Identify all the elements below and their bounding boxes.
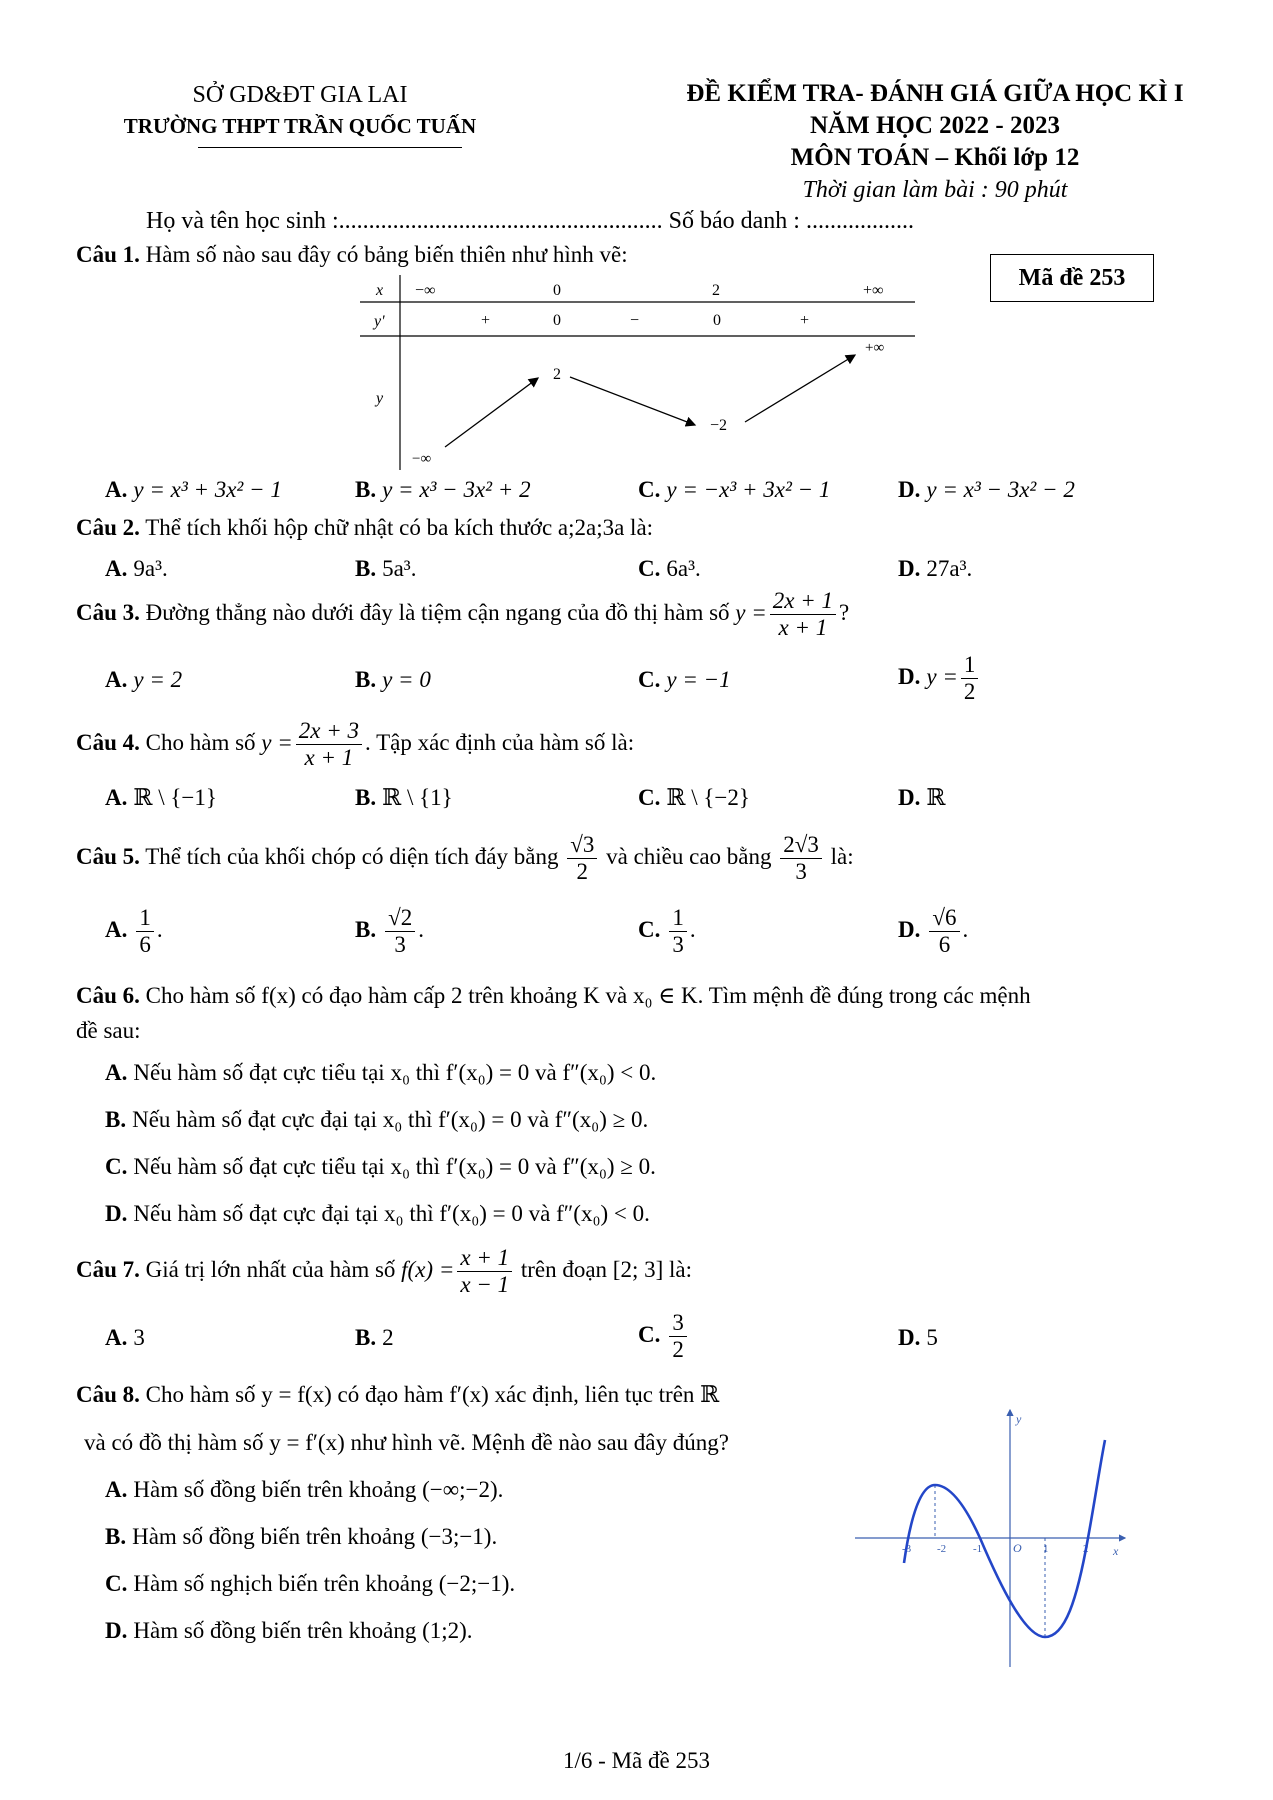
q5-answer-d[interactable]: D. $\frac{√6}{6}$ . (898, 905, 969, 958)
q5-answer-a[interactable]: A. $\frac{1}{6}$ . (105, 905, 163, 958)
exam-code-box (990, 254, 1154, 302)
q8-stem-line2: và có đồ thị hàm số y = f′(x) như hình vẽ. Mệnh đề nào sau đây đúng? (84, 1430, 729, 1455)
q6-stem-line2: đề sau: (76, 1018, 141, 1043)
var-y-label: y (376, 390, 384, 407)
q8-answer-b[interactable]: B. Hàm số đồng biến trên khoảng (−3;−1). (105, 1524, 498, 1549)
q3-text: Đường thẳng nào dưới đây là tiệm cận ngang của đồ thị hàm số (145, 600, 730, 626)
q8-stem: Câu 8. Cho hàm số y = f(x) có đạo hàm f′(x) xác định, liên tục trên ℝ (76, 1382, 720, 1407)
var-y-max: 2 (553, 366, 561, 383)
q4-stem: Câu 4. Cho hàm số y = $\frac{2x + 3}{x + 1}$ . Tập xác định của hàm số là: (76, 718, 635, 771)
subject: MÔN TOÁN – Khối lớp 12 (790, 144, 1080, 171)
q1-label: Câu 1. (76, 242, 140, 267)
q5-height: $\frac{2√3}{3}$ (780, 832, 822, 886)
graph-tick-label: -2 (937, 1543, 947, 1555)
q1-stem (76, 242, 628, 268)
school-underline (198, 147, 462, 148)
q5-answer-b[interactable]: B. $\frac{√2}{3}$ . (355, 905, 424, 958)
q2-answer-a[interactable]: A. 9a³. (105, 556, 168, 581)
q4-answer-d[interactable]: D. ℝ (898, 785, 946, 810)
var-yp-label: y' (374, 313, 385, 330)
q7-stem: Câu 7. Giá trị lớn nhất của hàm số f(x) = $\frac{x + 1}{x - 1}$ trên đoạn [2; 3] là: (76, 1245, 693, 1298)
duration: Thời gian làm bài : 90 phút (802, 177, 1068, 203)
var-x-value: −∞ (415, 282, 436, 299)
q1-answer-b[interactable]: B. y = x³ − 3x² + 2 (355, 477, 531, 502)
q7-answer-c[interactable]: C. $\frac{3}{2}$ (638, 1310, 690, 1364)
var-sign: + (800, 312, 810, 329)
q5-base-area: $\frac{√3}{2}$ (567, 832, 597, 886)
graph-tick-label: 1 (1043, 1543, 1049, 1555)
var-sign: − (630, 312, 640, 329)
q4-function: $\frac{2x + 3}{x + 1}$ (296, 718, 362, 772)
variation-table (360, 275, 920, 470)
q1-text: Hàm số nào sau đây có bảng biến thiên như hình vẽ: (145, 242, 628, 267)
var-sign: 0 (713, 312, 721, 329)
q8-answer-c[interactable]: C. Hàm số nghịch biến trên khoảng (−2;−1). (105, 1571, 516, 1596)
var-x-value: 0 (553, 282, 561, 299)
q7-answer-d[interactable]: D. 5 (898, 1325, 938, 1350)
department-name: SỞ GD&ĐT GIA LAI (192, 82, 408, 108)
graph-tick-label: -1 (973, 1543, 983, 1555)
q3-answer-c[interactable]: C. y = −1 (638, 667, 731, 692)
q3-stem: Câu 3. Đường thẳng nào dưới đây là tiệm cận ngang của đồ thị hàm số y = $\frac{2x + 1}{x + 1}$ ? (76, 588, 850, 641)
var-x-value: 2 (712, 282, 720, 299)
q5-answer-c[interactable]: C. $\frac{1}{3}$ . (638, 905, 696, 958)
q7-label: Câu 7. (76, 1257, 140, 1283)
q3-answer-a[interactable]: A. y = 2 (105, 667, 183, 692)
q3-label: Câu 3. (76, 600, 140, 626)
var-y-end: +∞ (865, 340, 885, 356)
q2-answer-c[interactable]: C. 6a³. (638, 556, 701, 581)
var-arrow-down (570, 377, 695, 425)
q3-answer-d[interactable]: D. y = $\frac{1}{2}$ (898, 652, 981, 706)
q6-label: Câu 6. (76, 983, 140, 1008)
student-info-line[interactable]: Họ và tên học sinh :...................................................... Số báo danh : .................. (146, 208, 914, 234)
q2-answer-b[interactable]: B. 5a³. (355, 556, 417, 581)
var-x-value: +∞ (863, 282, 884, 299)
school-year: NĂM HỌC 2022 - 2023 (810, 112, 1060, 139)
graph-tick-label: -3 (902, 1543, 912, 1555)
school-name: TRƯỜNG THPT TRẦN QUỐC TUẤN (123, 114, 477, 138)
derivative-graph (855, 1405, 1135, 1670)
var-y-min: −2 (710, 417, 728, 434)
graph-origin: O (1013, 1541, 1022, 1555)
q7-answer-b[interactable]: B. 2 (355, 1325, 394, 1350)
q6-stem: Câu 6. Cho hàm số f(x) có đạo hàm cấp 2 trên khoảng K và x₀ ∈ K. Tìm mệnh đề đúng trong các mệnh (76, 983, 1031, 1008)
page-footer: 1/6 - Mã đề 253 (563, 1748, 710, 1773)
var-sign: + (481, 312, 491, 329)
q8-answer-a[interactable]: A. Hàm số đồng biến trên khoảng (−∞;−2). (105, 1477, 504, 1502)
q2-stem (76, 515, 653, 541)
q6-answer-c[interactable]: C. Nếu hàm số đạt cực tiểu tại x₀ thì f′(x₀) = 0 và f″(x₀) ≥ 0. (105, 1154, 656, 1179)
q2-text: Thể tích khối hộp chữ nhật có ba kích thước a;2a;3a là: (145, 515, 654, 540)
q2-answer-d[interactable]: D. 27a³. (898, 556, 973, 581)
q2-label: Câu 2. (76, 515, 140, 540)
q6-answer-d[interactable]: D. Nếu hàm số đạt cực đại tại x₀ thì f′(x₀) = 0 và f″(x₀) < 0. (105, 1201, 650, 1226)
q1-answer-a[interactable]: A. y = x³ + 3x² − 1 (105, 477, 282, 502)
graph-x-label: x (1113, 1544, 1119, 1558)
q3-answer-b[interactable]: B. y = 0 (355, 667, 431, 692)
exam-title: ĐỀ KIỂM TRA- ĐÁNH GIÁ GIỮA HỌC KÌ I (686, 80, 1184, 107)
exam-code: Mã đề 253 (1018, 265, 1126, 291)
q7-function: $\frac{x + 1}{x - 1}$ (457, 1245, 512, 1299)
q1-answer-c[interactable]: C. y = −x³ + 3x² − 1 (638, 477, 831, 502)
q8-label: Câu 8. (76, 1382, 140, 1407)
var-sign: 0 (553, 312, 561, 329)
var-x-label: x (376, 282, 384, 299)
q3-function: $\frac{2x + 1}{x + 1}$ (770, 588, 836, 642)
var-y-start: −∞ (412, 451, 432, 467)
q6-answer-b[interactable]: B. Nếu hàm số đạt cực đại tại x₀ thì f′(x₀) = 0 và f″(x₀) ≥ 0. (105, 1107, 649, 1132)
q1-answer-d[interactable]: D. y = x³ − 3x² − 2 (898, 477, 1075, 502)
graph-tick-label: 2 (1083, 1543, 1089, 1555)
var-arrow-up (445, 378, 538, 447)
q6-answer-a[interactable]: A. Nếu hàm số đạt cực tiểu tại x₀ thì f′(x₀) = 0 và f″(x₀) < 0. (105, 1060, 657, 1085)
q4-answer-b[interactable]: B. ℝ \ {1} (355, 785, 453, 810)
graph-y-label: y (1016, 1412, 1022, 1426)
q8-answer-d[interactable]: D. Hàm số đồng biến trên khoảng (1;2). (105, 1618, 473, 1643)
q5-stem: Câu 5. Thể tích của khối chóp có diện tích đáy bằng $\frac{√3}{2}$ và chiều cao bằng $\frac{2√3}{3}$ là: (76, 832, 854, 885)
q4-label: Câu 4. (76, 730, 140, 756)
q4-answer-c[interactable]: C. ℝ \ {−2} (638, 785, 750, 810)
q7-answer-a[interactable]: A. 3 (105, 1325, 145, 1350)
q4-answer-a[interactable]: A. ℝ \ {−1} (105, 785, 217, 810)
q5-label: Câu 5. (76, 844, 140, 870)
var-arrow-up (745, 355, 855, 422)
